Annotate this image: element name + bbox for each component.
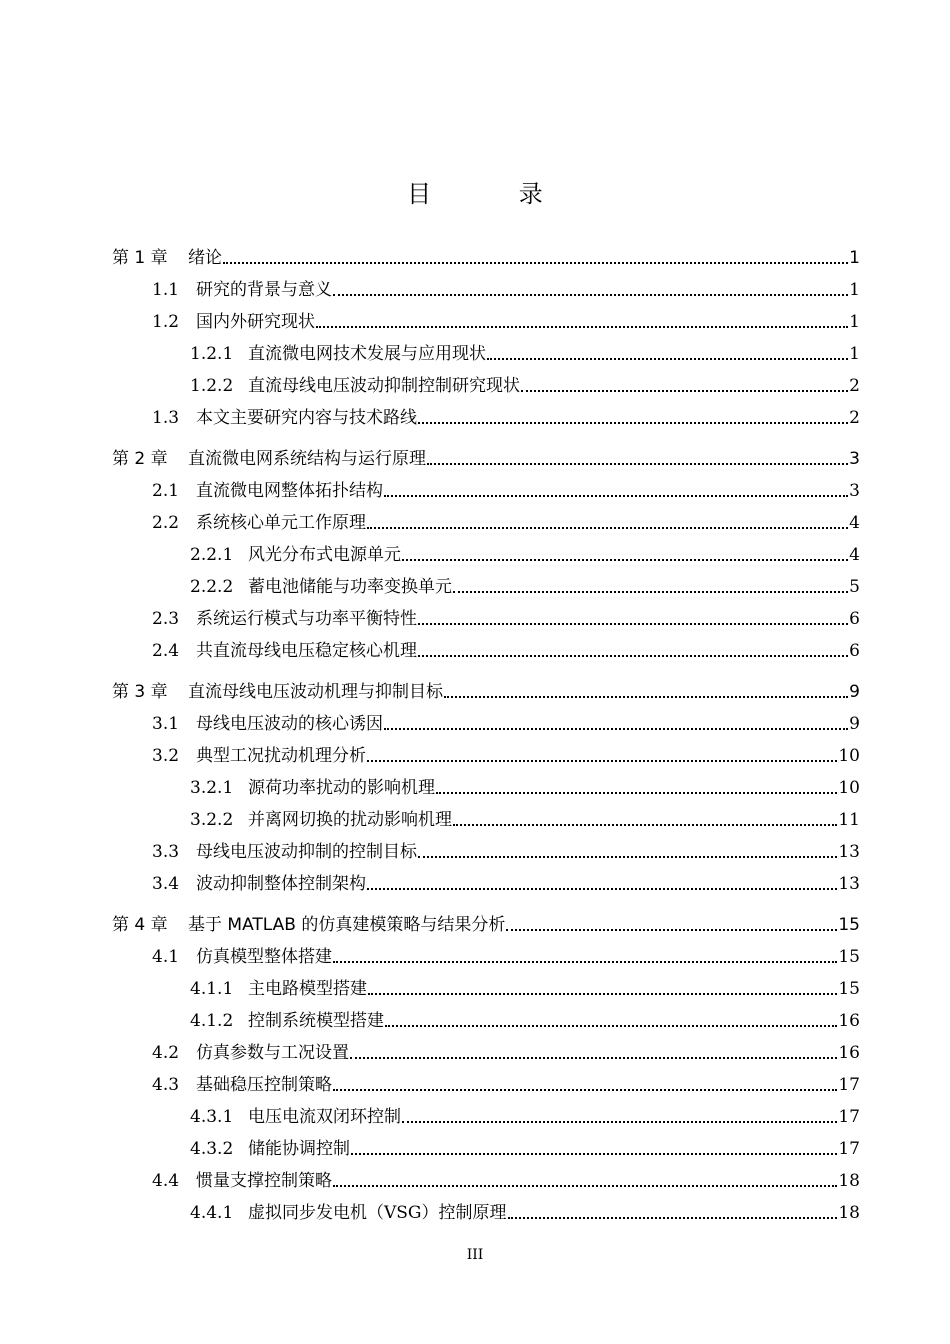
toc-entry-title: 波动抑制整体控制架构 [196,874,366,894]
toc-entry-title: 国内外研究现状 [196,312,315,332]
toc-entry-number: 3.3 [152,842,180,862]
toc-entry-page: 1 [849,344,860,364]
toc-subsection-entry[interactable] [190,776,860,800]
toc-entry-title: 直流微电网整体拓扑结构 [196,481,383,501]
toc-section-entry[interactable] [152,744,860,768]
toc-entry-page: 15 [838,979,860,999]
toc-entry-title: 直流微电网技术发展与应用现状 [248,344,486,364]
toc-entry-page: 3 [849,481,860,501]
toc-leader-dots [333,294,848,296]
toc-entry-number: 2.2.1 [190,545,234,565]
toc-entry-page: 4 [849,513,860,533]
toc-entry-number: 1.2 [152,312,180,332]
toc-section-entry[interactable] [152,1169,860,1193]
toc-section-entry[interactable] [152,639,860,663]
toc-subsection-entry[interactable] [190,1137,860,1161]
toc-entry-page: 1 [849,312,860,332]
toc-leader-dots [444,696,848,698]
toc-entry-page: 13 [838,874,860,894]
toc-entry-page: 17 [838,1107,860,1127]
toc-entry-title: 典型工况扰动机理分析 [196,746,366,766]
toc-entry-number: 4.4.1 [190,1203,234,1223]
toc-section-entry[interactable] [152,1073,860,1097]
toc-leader-dots [436,792,837,794]
toc-leader-dots [427,463,848,465]
toc-section-entry[interactable] [152,945,860,969]
toc-entry-title: 绪论 [188,248,222,268]
toc-section-entry[interactable] [152,310,860,334]
toc-entry-page: 15 [838,915,860,935]
toc-leader-dots [418,422,848,424]
toc-entry-page: 13 [838,842,860,862]
toc-entry-title: 直流微电网系统结构与运行原理 [188,449,426,469]
toc-chapter-entry[interactable] [112,246,860,270]
toc-entry-title: 电压电流双闭环控制 [248,1107,401,1127]
toc-entry-number: 第 1 章 [112,248,168,268]
toc-leader-dots [521,390,848,392]
toc-entry-number: 3.4 [152,874,180,894]
toc-section-entry[interactable] [152,1041,860,1065]
toc-section-entry[interactable] [152,712,860,736]
toc-entry-title: 虚拟同步发电机（VSG）控制原理 [248,1203,507,1223]
toc-entry-number: 3.1 [152,714,180,734]
toc-entry-page: 2 [849,408,860,428]
toc-entry-page: 18 [838,1171,860,1191]
toc-chapter-entry[interactable] [112,447,860,471]
toc-leader-dots [418,655,848,657]
toc-leader-dots [453,591,848,593]
toc-entry-title: 储能协调控制 [248,1139,350,1159]
toc-entry-number: 3.2.1 [190,778,234,798]
toc-leader-dots [487,358,848,360]
toc-leader-dots [223,262,848,264]
toc-entry-page: 5 [849,577,860,597]
toc-leader-dots [351,1153,837,1155]
toc-entry-page: 10 [838,746,860,766]
toc-subsection-entry[interactable] [190,374,860,398]
toc-entry-number: 2.2.2 [190,577,234,597]
toc-entry-page: 1 [849,248,860,268]
toc-entry-title: 直流母线电压波动抑制控制研究现状 [248,376,520,396]
toc-entry-title: 风光分布式电源单元 [248,545,401,565]
toc-leader-dots [333,1089,837,1091]
toc-entry-page: 16 [838,1011,860,1031]
toc-subsection-entry[interactable] [190,342,860,366]
toc-entry-number: 4.3.1 [190,1107,234,1127]
toc-leader-dots [506,929,837,931]
toc-leader-dots [385,1025,837,1027]
toc-subsection-entry[interactable] [190,977,860,1001]
toc-entry-page: 3 [849,449,860,469]
toc-subsection-entry[interactable] [190,575,860,599]
toc-entry-title: 源荷功率扰动的影响机理 [248,778,435,798]
toc-leader-dots [367,760,837,762]
toc-chapter-entry[interactable] [112,913,860,937]
toc-entry-page: 9 [849,682,860,702]
toc-entry-number: 4.1.2 [190,1011,234,1031]
toc-entry-number: 第 2 章 [112,449,168,469]
toc-entry-number: 2.4 [152,641,180,661]
toc-entry-page: 16 [838,1043,860,1063]
toc-entry-title: 母线电压波动抑制的控制目标 [196,842,417,862]
toc-leader-dots [350,1057,837,1059]
toc-entry-title: 系统运行模式与功率平衡特性 [196,609,417,629]
toc-section-entry[interactable] [152,872,860,896]
toc-subsection-entry[interactable] [190,543,860,567]
toc-entry-title: 基于 MATLAB 的仿真建模策略与结果分析 [188,915,506,935]
toc-entry-title: 系统核心单元工作原理 [196,513,366,533]
toc-section-entry[interactable] [152,278,860,302]
toc-leader-dots [402,559,848,561]
toc-leader-dots [333,1185,837,1187]
toc-entry-title: 研究的背景与意义 [196,280,332,300]
toc-subsection-entry[interactable] [190,1201,860,1225]
toc-title: 目 录 [407,180,583,208]
toc-entry-number: 1.1 [152,280,180,300]
toc-entry-number: 2.3 [152,609,180,629]
toc-entry-title: 仿真参数与工况设置 [196,1043,349,1063]
toc-entry-number: 4.1.1 [190,979,234,999]
toc-entry-title: 本文主要研究内容与技术路线 [196,408,417,428]
toc-entry-page: 9 [849,714,860,734]
toc-subsection-entry[interactable] [190,808,860,832]
toc-leader-dots [367,888,837,890]
toc-section-entry[interactable] [152,840,860,864]
toc-leader-dots [418,856,837,858]
toc-leader-dots [333,961,837,963]
toc-entry-title: 母线电压波动的核心诱因 [196,714,383,734]
toc-leader-dots [418,623,848,625]
toc-entry-page: 2 [849,376,860,396]
toc-entry-title: 控制系统模型搭建 [248,1011,384,1031]
toc-section-entry[interactable] [152,479,860,503]
toc-entry-page: 11 [838,810,860,830]
toc-entry-page: 6 [849,609,860,629]
toc-subsection-entry[interactable] [190,1009,860,1033]
toc-entry-title: 直流母线电压波动机理与抑制目标 [188,682,443,702]
toc-leader-dots [367,527,848,529]
toc-leader-dots [368,993,837,995]
toc-section-entry[interactable] [152,511,860,535]
toc-entry-number: 4.1 [152,947,180,967]
toc-entry-title: 共直流母线电压稳定核心机理 [196,641,417,661]
toc-entry-page: 17 [838,1139,860,1159]
toc-entry-title: 并离网切换的扰动影响机理 [248,810,452,830]
toc-entry-number: 第 3 章 [112,682,168,702]
toc-leader-dots [316,326,848,328]
toc-subsection-entry[interactable] [190,1105,860,1129]
toc-section-entry[interactable] [152,607,860,631]
toc-entry-number: 3.2 [152,746,180,766]
toc-entry-number: 3.2.2 [190,810,234,830]
toc-section-entry[interactable] [152,406,860,430]
toc-entry-title: 蓄电池储能与功率变换单元 [248,577,452,597]
toc-entry-title: 主电路模型搭建 [248,979,367,999]
toc-leader-dots [402,1121,837,1123]
toc-entry-number: 4.3.2 [190,1139,234,1159]
toc-entry-page: 4 [849,545,860,565]
toc-entry-number: 1.3 [152,408,180,428]
toc-entry-page: 18 [838,1203,860,1223]
toc-chapter-entry[interactable] [112,680,860,704]
toc-entry-number: 1.2.1 [190,344,234,364]
toc-entry-number: 4.3 [152,1075,180,1095]
toc-entry-title: 基础稳压控制策略 [196,1075,332,1095]
toc-entry-number: 第 4 章 [112,915,168,935]
toc-leader-dots [453,824,837,826]
toc-entry-number: 4.4 [152,1171,180,1191]
toc-leader-dots [384,728,848,730]
toc-entry-number: 4.2 [152,1043,180,1063]
toc-entry-number: 2.1 [152,481,180,501]
toc-entry-title: 仿真模型整体搭建 [196,947,332,967]
toc-entry-number: 1.2.2 [190,376,234,396]
toc-entry-page: 17 [838,1075,860,1095]
toc-entry-page: 1 [849,280,860,300]
toc-entry-number: 2.2 [152,513,180,533]
toc-entry-page: 6 [849,641,860,661]
toc-entry-page: 10 [838,778,860,798]
toc-leader-dots [384,495,848,497]
toc-entry-page: 15 [838,947,860,967]
toc-leader-dots [508,1217,838,1219]
page-number: III [466,1247,484,1263]
toc-entry-title: 惯量支撑控制策略 [196,1171,332,1191]
